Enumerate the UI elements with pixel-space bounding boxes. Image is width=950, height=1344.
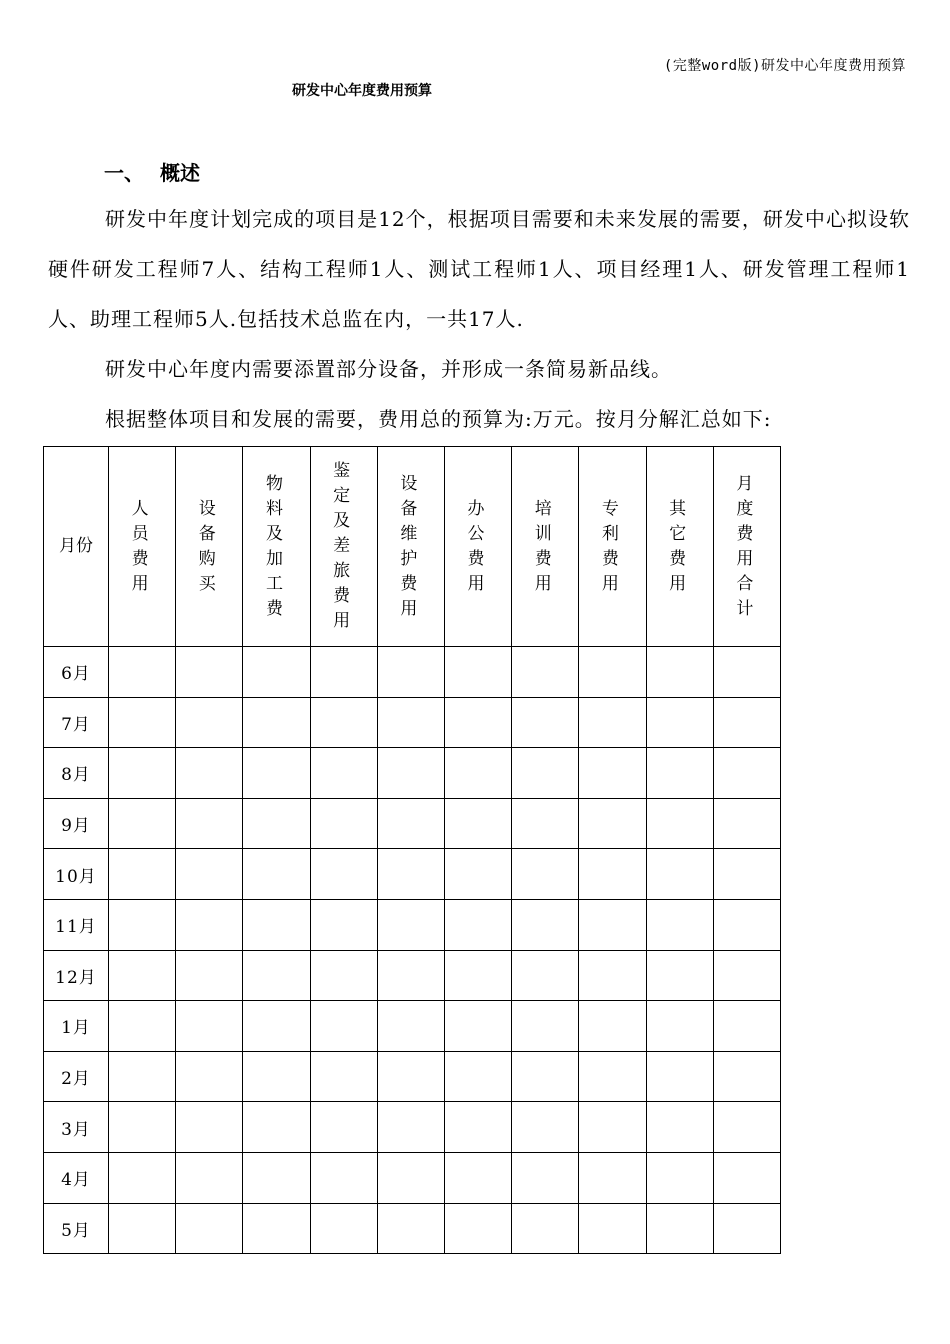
table-cell [109,1203,176,1254]
table-row [44,1152,781,1203]
table-cell [444,899,511,950]
table-cell [646,1203,713,1254]
table-cell [512,1102,579,1153]
table-cell [109,798,176,849]
table-cell [243,1102,310,1153]
table-cell [512,798,579,849]
table-cell [579,1001,646,1052]
table-cell [109,647,176,698]
table-cell [713,950,780,1001]
paragraph-budget: 根据整体项目和发展的需要，费用总的预算为:万元。按月分解汇总如下: [105,407,772,431]
table-cell [310,849,377,900]
table-cell [512,899,579,950]
table-cell [444,1001,511,1052]
table-cell [444,798,511,849]
table-cell [377,1001,444,1052]
table-header-row [44,447,781,647]
table-cell [310,1203,377,1254]
table-row [44,697,781,748]
table-cell [579,697,646,748]
table-cell [579,849,646,900]
table-cell [579,647,646,698]
month-cell: 2月 [44,1051,109,1102]
table-cell [243,1152,310,1203]
table-cell [310,748,377,799]
table-cell [176,697,243,748]
table-cell [646,697,713,748]
table-cell [646,1001,713,1052]
table-cell [713,1152,780,1203]
table-cell [646,798,713,849]
month-cell: 8月 [44,748,109,799]
table-cell [109,1001,176,1052]
table-cell [646,748,713,799]
month-cell: 4月 [44,1152,109,1203]
table-cell [109,1051,176,1102]
table-cell [713,1001,780,1052]
table-row [44,748,781,799]
header-equipment-purchase: 设备购买 [176,447,243,647]
table-cell [444,849,511,900]
header-materials-processing: 物料及加工费 [243,447,310,647]
table-cell [512,849,579,900]
table-cell [377,1152,444,1203]
header-monthly-total: 月度费用合计 [713,447,780,647]
table-cell [109,1152,176,1203]
table-cell [713,1203,780,1254]
table-cell [713,748,780,799]
header-office-cost: 办公费用 [444,447,511,647]
table-cell [243,1001,310,1052]
table-cell [646,849,713,900]
table-cell [377,697,444,748]
table-cell [579,798,646,849]
month-cell: 10月 [44,849,109,900]
section-heading [104,157,200,186]
table-cell [377,647,444,698]
table-cell [444,1051,511,1102]
table-cell [579,899,646,950]
table-cell [176,647,243,698]
table-cell [176,798,243,849]
table-cell [310,647,377,698]
table-cell [512,1001,579,1052]
table-cell [579,1051,646,1102]
table-cell [512,1152,579,1203]
month-cell: 12月 [44,950,109,1001]
table-cell [377,1051,444,1102]
table-cell [713,899,780,950]
table-cell [176,748,243,799]
table-cell [713,798,780,849]
table-cell [310,1051,377,1102]
table-row [44,798,781,849]
table-cell [579,748,646,799]
table-cell [109,950,176,1001]
month-cell: 9月 [44,798,109,849]
table-cell [579,1152,646,1203]
table-cell [512,748,579,799]
table-cell [310,1102,377,1153]
table-cell [713,647,780,698]
header-patent-cost: 专利费用 [579,447,646,647]
table-cell [310,899,377,950]
table-cell [243,1051,310,1102]
table-cell [444,748,511,799]
table-cell [377,1203,444,1254]
table-cell [444,1102,511,1153]
section-number: 一、 [104,161,144,185]
header-month: 月份 [44,447,109,647]
table-cell [176,1102,243,1153]
table-cell [713,1051,780,1102]
table-cell [176,1152,243,1203]
table-cell [444,697,511,748]
table-cell [243,748,310,799]
table-cell [444,950,511,1001]
table-cell [377,950,444,1001]
table-cell [512,697,579,748]
table-cell [512,647,579,698]
table-cell [713,697,780,748]
header-appraisal-travel: 鉴定及差旅费用 [310,447,377,647]
table-cell [109,899,176,950]
table-cell [646,899,713,950]
table-cell [444,1152,511,1203]
table-row [44,1102,781,1153]
table-cell [377,798,444,849]
table-cell [310,950,377,1001]
table-cell [310,1001,377,1052]
table-row [44,849,781,900]
table-cell [243,1203,310,1254]
table-cell [176,899,243,950]
month-cell: 7月 [44,697,109,748]
header-personnel-cost: 人员费用 [109,447,176,647]
table-cell [646,1102,713,1153]
month-cell: 3月 [44,1102,109,1153]
table-row [44,899,781,950]
table-row [44,647,781,698]
month-cell: 1月 [44,1001,109,1052]
paragraph-equipment: 研发中心年度内需要添置部分设备，并形成一条简易新品线。 [105,357,672,381]
table-cell [310,798,377,849]
table-cell [512,1051,579,1102]
table-cell [176,1001,243,1052]
table-cell [310,1152,377,1203]
table-cell [713,849,780,900]
table-cell [512,1203,579,1254]
table-cell [579,1203,646,1254]
table-cell [176,1051,243,1102]
table-row [44,1001,781,1052]
table-cell [243,798,310,849]
section-title: 概述 [160,161,200,185]
table-cell [109,849,176,900]
table-cell [109,1102,176,1153]
table-cell [646,1152,713,1203]
table-cell [377,1102,444,1153]
table-cell [377,899,444,950]
table-cell [646,950,713,1001]
table-cell [176,1203,243,1254]
table-row [44,1051,781,1102]
table-cell [176,950,243,1001]
month-cell: 6月 [44,647,109,698]
table-cell [109,748,176,799]
budget-table [43,446,781,1254]
table-cell [444,647,511,698]
table-cell [377,849,444,900]
table-cell [579,950,646,1001]
table-cell [310,697,377,748]
table-row [44,950,781,1001]
table-cell [243,849,310,900]
running-header: (完整word版)研发中心年度费用预算 [663,58,906,74]
month-cell: 5月 [44,1203,109,1254]
table-cell [109,697,176,748]
table-cell [243,950,310,1001]
table-cell [579,1102,646,1153]
table-cell [713,1102,780,1153]
document-title: 研发中心年度费用预算 [292,83,432,99]
table-cell [512,950,579,1001]
header-equipment-maintenance: 设备维护费用 [377,447,444,647]
header-other-cost: 其它费用 [646,447,713,647]
table-cell [377,748,444,799]
header-training-cost: 培训费用 [512,447,579,647]
table-cell [243,647,310,698]
table-cell [646,1051,713,1102]
table-cell [243,899,310,950]
table-row [44,1203,781,1254]
month-cell: 11月 [44,899,109,950]
table-cell [176,849,243,900]
table-cell [243,697,310,748]
table-cell [646,647,713,698]
table-cell [444,1203,511,1254]
paragraph-overview: 研发中年度计划完成的项目是12个，根据项目需要和未来发展的需要，研发中心拟设软硬件研发工程师7人、结构工程师1人、测试工程师1人、项目经理1人、研发管理工程师1人、助理工程师5人.包括技术总监在内，一共17人. [48,207,910,331]
